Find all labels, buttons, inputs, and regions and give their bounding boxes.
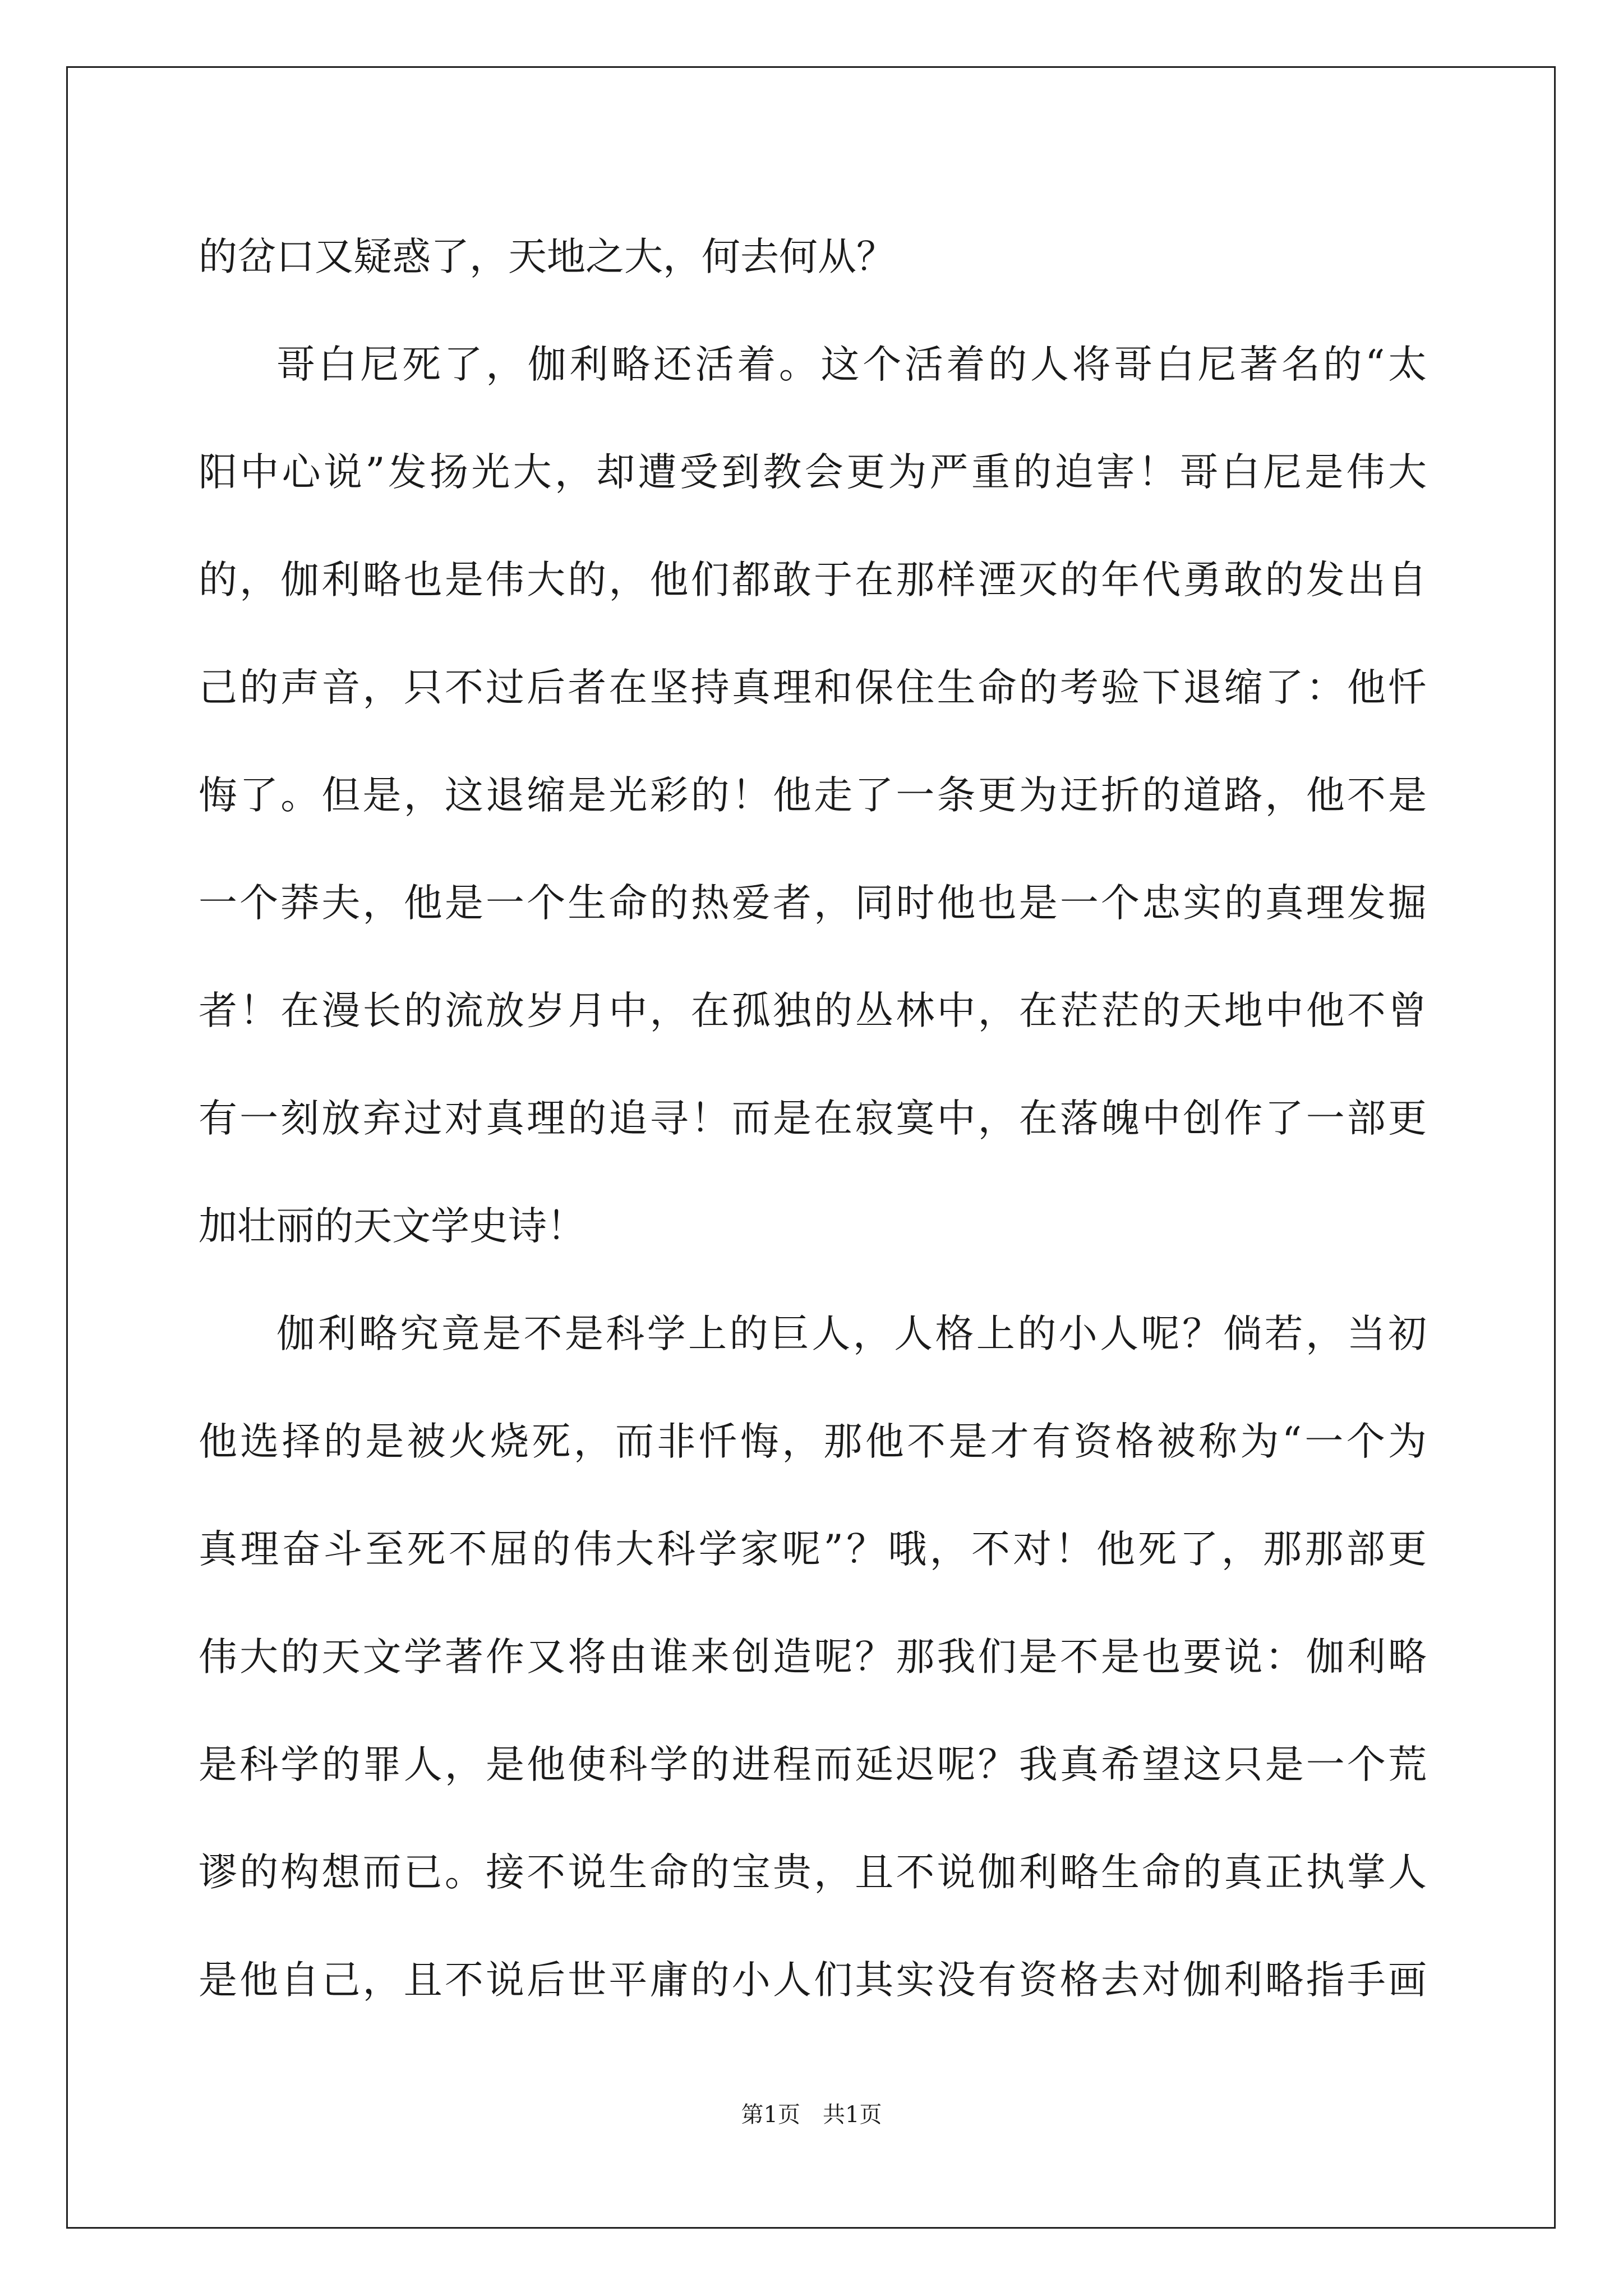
text-line: 伟大的天文学著作又将由谁来创造呢？那我们是不是也要说：伽利略 [199, 1635, 1427, 1680]
text-line: 是科学的罪人，是他使科学的进程而延迟呢？我真希望这只是一个荒 [199, 1742, 1427, 1787]
text-line: 悔了。但是，这退缩是光彩的！他走了一条更为迂折的道路，他不是 [199, 773, 1427, 818]
text-line: 真理奋斗至死不屈的伟大科学家呢”？哦，不对！他死了，那那部更 [199, 1527, 1427, 1572]
document-body [199, 203, 1427, 2034]
text-line: 一个莽夫，他是一个生命的热爱者，同时他也是一个忠实的真理发掘 [199, 881, 1427, 926]
text-line: 是他自己，且不说后世平庸的小人们其实没有资格去对伽利略指手画 [199, 1958, 1427, 2003]
text-line: 有一刻放弃过对真理的追寻！而是在寂寞中，在落魄中创作了一部更 [199, 1096, 1427, 1141]
page-number: 第1页 共1页 [741, 2102, 882, 2128]
text-line: 的岔口又疑惑了，天地之大，何去何从？ [199, 234, 895, 279]
text-line: 阳中心说”发扬光大，却遭受到教会更为严重的迫害！哥白尼是伟大 [199, 450, 1427, 495]
text-line: 他选择的是被火烧死，而非忏悔，那他不是才有资格被称为“一个为 [199, 1419, 1427, 1464]
text-line: 己的声音，只不过后者在坚持真理和保住生命的考验下退缩了：他忏 [199, 665, 1427, 710]
text-line: 加壮丽的天文学史诗！ [199, 1204, 585, 1249]
text-line: 的，伽利略也是伟大的，他们都敢于在那样湮灭的年代勇敢的发出自 [199, 558, 1427, 602]
text-line: 者！在漫长的流放岁月中，在孤独的丛林中，在茫茫的天地中他不曾 [199, 988, 1427, 1033]
text-line: 谬的构想而已。接不说生命的宝贵，且不说伽利略生命的真正执掌人 [199, 1850, 1427, 1895]
text-line: 哥白尼死了，伽利略还活着。这个活着的人将哥白尼著名的“太 [276, 342, 1427, 387]
text-line: 伽利略究竟是不是科学上的巨人，人格上的小人呢？倘若，当初 [276, 1312, 1427, 1356]
